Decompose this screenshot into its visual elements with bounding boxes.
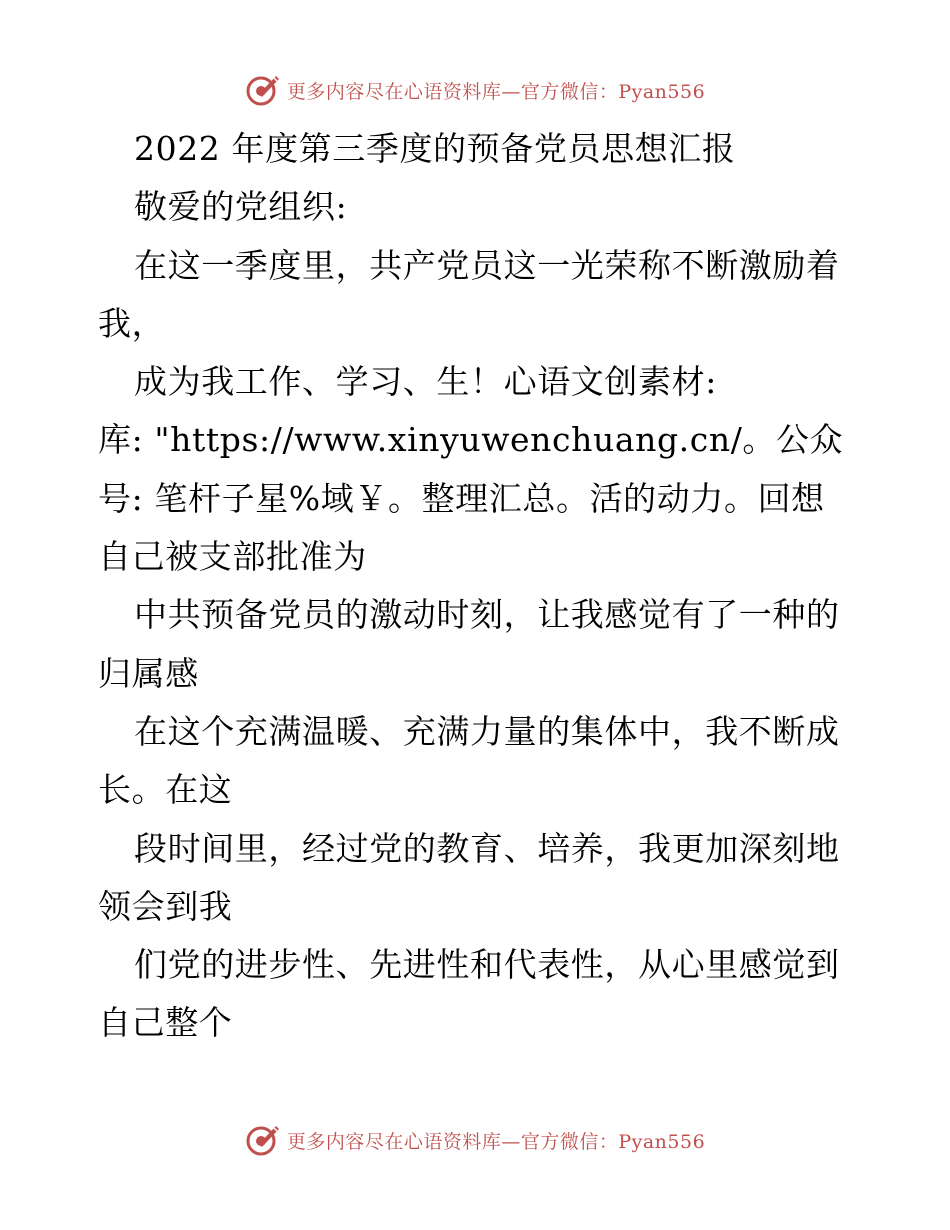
footer-banner-text: 更多内容尽在心语资料库—官方微信：Pyan556: [286, 1130, 706, 1153]
salutation: 敬爱的党组织:: [134, 187, 348, 227]
document-title: 2022 年度第三季度的预备党员思想汇报: [134, 129, 736, 168]
header-banner: [0, 68, 950, 112]
paragraph-line: 长。在这: [98, 770, 233, 810]
paragraph-line: 段时间里，经过党的教育、培养，我更加深刻地: [134, 828, 840, 868]
paragraph-line: 自己整个: [98, 1003, 233, 1043]
paragraph-line: 领会到我: [98, 886, 233, 926]
pen-logo-icon: [245, 1122, 281, 1158]
paragraph-line: 在这一季度里，共产党员这一光荣称不断激励着: [134, 245, 840, 285]
paragraph-line: 号: 笔杆子星%域￥。整理汇总。活的动力。回想: [98, 478, 825, 518]
paragraph-line: 自己被支部批准为: [98, 537, 367, 577]
footer-banner: [0, 1118, 950, 1162]
paragraph-line: 成为我工作、学习、生！心语文创素材:: [134, 362, 717, 402]
paragraph-line: 们党的进步性、先进性和代表性，从心里感觉到: [134, 945, 840, 985]
pen-logo-icon: [245, 72, 281, 108]
document-body: [98, 120, 858, 1053]
paragraph-line: 中共预备党员的激动时刻，让我感觉有了一种的: [134, 595, 840, 635]
paragraph-line: 在这个充满温暖、充满力量的集体中，我不断成: [134, 711, 840, 751]
paragraph-line: 归属感: [98, 653, 199, 693]
header-banner-text: 更多内容尽在心语资料库—官方微信：Pyan556: [286, 80, 706, 103]
paragraph-line: 库: "https://www.xinyuwenchuang.cn/。公众: [98, 420, 844, 460]
paragraph-line: 我，: [98, 303, 166, 343]
